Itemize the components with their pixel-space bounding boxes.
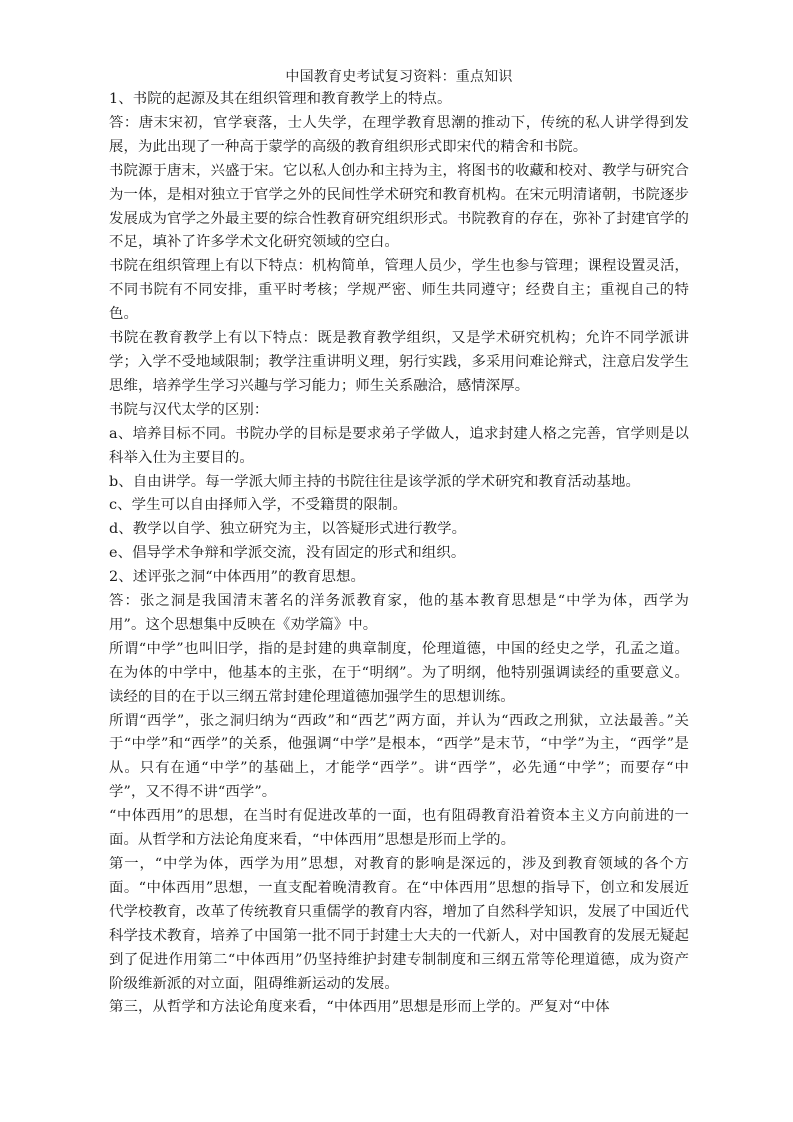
- paragraph-xixue: 所谓“西学”，张之洞归纳为“西政”和“西艺”两方面，并认为“西政之刑狱，立法最善。”关于“中学”和“西学”的关系，他强调“中学”是根本，“西学”是末节，“中学”为主，“西学”是从。只有在通“中学”的基础上，才能学“西学”。讲“西学”，必先通“中学”；而要存“中学”，又不得不讲“西学”。: [109, 712, 689, 801]
- paragraph-first-second: 第一，“中学为体，西学为用”思想，对教育的影响是深远的，涉及到教育领域的各个方面。“中体西用”思想，一直支配着晚清教育。在“中体西用”思想的指导下，创立和发展近代学校教育，改革了传统教育只重儒学的教育内容，增加了自然科学知识，发展了中国近代科学技术教育，培养了中国第一批不同于封建士大夫的一代新人，对中国教育的发展无疑起到了促进作用第二“中体西用”仍坚持维护封建专制制度和三纲五常等伦理道德，成为资产阶级维新派的对立面，阻碍维新运动的发展。: [109, 856, 689, 992]
- paragraph-academy-teaching: 书院在教育教学上有以下特点：既是教育教学组织，又是学术研究机构；允许不同学派讲学；入学不受地域限制；教学注重讲明义理，躬行实践，多采用问难论辩式，注意启发学生思维，培养学生学习兴趣与学习能力；师生关系融洽，感情深厚。: [109, 330, 689, 394]
- paragraph-academy-vs-taixue: 书院与汉代太学的区别：: [109, 401, 269, 418]
- list-item-e: e、倡导学术争辩和学派交流，没有固定的形式和组织。: [109, 545, 466, 562]
- paragraph-q1-heading: 1、书院的起源及其在组织管理和教育教学上的特点。: [109, 91, 452, 107]
- paragraph-zhongxue: 所谓“中学”也叫旧学，指的是封建的典章制度，伦理道德，中国的经史之学，孔孟之道。在为体的中学中，他基本的主张，在于“明纲”。为了明纲，他特别强调读经的重要意义。读经的目的在于以三纲五常封建伦理道德加强学生的思想训练。: [109, 640, 689, 705]
- document-title: 中国教育史考试复习资料：重点知识: [285, 69, 513, 85]
- paragraph-third: 第三，从哲学和方法论角度来看，“中体西用”思想是形而上学的。严复对“中体: [109, 999, 610, 1016]
- paragraph-q1-answer-intro: 答：唐末宋初，官学衰落，士人失学，在理学教育思潮的推动下，传统的私人讲学得到发展，为此出现了一种高于蒙学的高级的教育组织形式即宋代的精舍和书院。: [109, 114, 689, 155]
- list-item-a: a、培养目标不同。书院办学的目标是要求弟子学做人，追求封建人格之完善，官学则是以科举入仕为主要目的。: [109, 425, 689, 466]
- document-page: [109, 66, 689, 1020]
- paragraph-zhongti-xiyong: “中体西用”的思想，在当时有促进改革的一面，也有阻碍教育沿着资本主义方向前进的一面。从哲学和方法论角度来看，“中体西用”思想是形而上学的。: [109, 808, 689, 849]
- paragraph-academy-management: 书院在组织管理上有以下特点：机构简单，管理人员少，学生也参与管理；课程设置灵活，不同书院有不同安排，重平时考核；学规严密、师生共同遵守；经费自主；重视自己的特色。: [109, 258, 689, 323]
- paragraph-q2-heading: 2、述评张之洞“中体西用”的教育思想。: [109, 569, 366, 586]
- paragraph-academy-origin: 书院源于唐末，兴盛于宋。它以私人创办和主持为主，将图书的收藏和校对、教学与研究合为一体，是相对独立于官学之外的民间性学术研究和教育机构。在宋元明清诸朝，书院逐步发展成为官学之外最主要的综合性教育研究组织形式。书院教育的存在，弥补了封建官学的不足，填补了许多学术文化研究领域的空白。: [109, 162, 689, 251]
- list-item-d: d、教学以自学、独立研究为主，以答疑形式进行教学。: [109, 521, 467, 538]
- list-item-b: b、自由讲学。每一学派大师主持的书院往往是该学派的学术研究和教育活动基地。: [109, 473, 640, 490]
- list-item-c: c、学生可以自由择师入学，不受籍贯的限制。: [109, 497, 407, 514]
- paragraph-q2-answer-intro: 答：张之洞是我国清末著名的洋务派教育家，他的基本教育思想是“中学为体，西学为用”。这个思想集中反映在《劝学篇》中。: [109, 593, 689, 633]
